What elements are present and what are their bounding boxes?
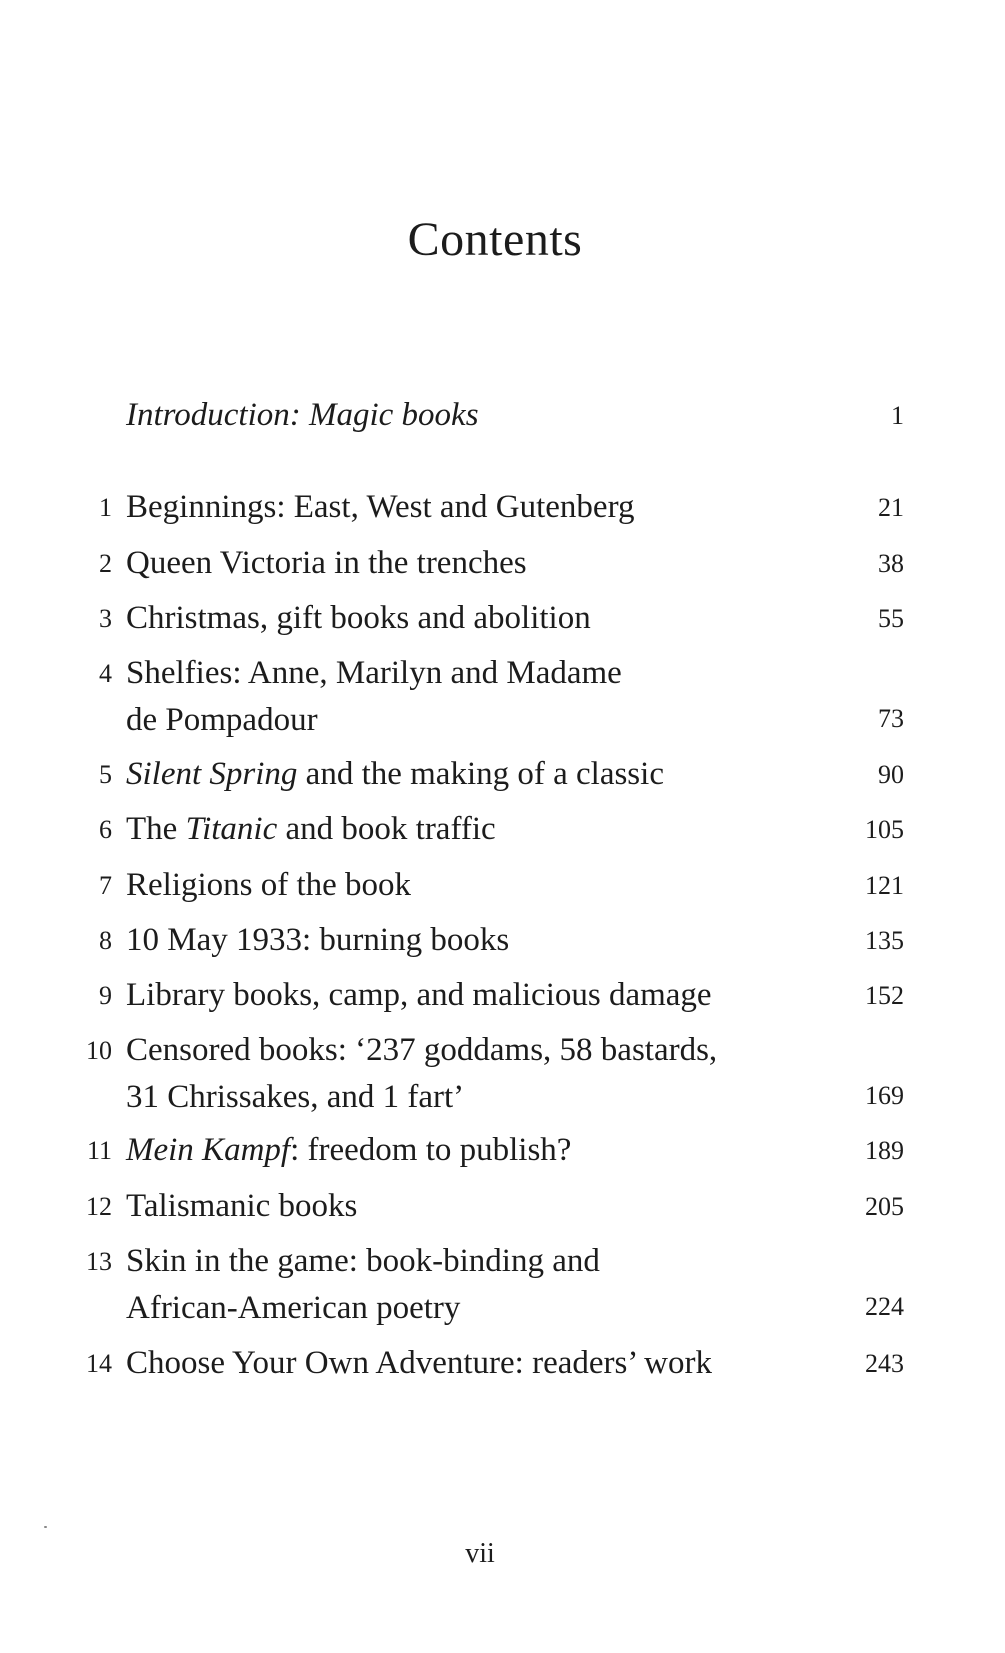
toc-entry-title-line [126, 1127, 816, 1174]
toc-entry-number: 5 [99, 760, 112, 789]
title-text: Queen Victoria in the trenches [126, 545, 527, 581]
toc-entry-title [126, 540, 816, 587]
toc-entry-title-line [126, 1340, 816, 1387]
title-text: 10 May 1933: burning books [126, 922, 510, 958]
title-text: and the making of a classic [297, 756, 664, 792]
toc-entry-page: 189 [865, 1136, 904, 1165]
toc-entry-title [126, 751, 816, 798]
toc-entry-number: 11 [86, 1136, 112, 1165]
toc-entry-page: 21 [878, 493, 904, 522]
toc-entry-title [126, 1183, 816, 1230]
toc-entry-title [126, 806, 816, 853]
title-text: Religions of the book [126, 867, 412, 903]
toc-entry-page: 121 [865, 871, 904, 900]
toc-entry-page: 224 [865, 1292, 904, 1321]
toc-entry-title-line [126, 1027, 816, 1074]
toc-entry-title-line [126, 1183, 816, 1230]
toc-entry-number: 7 [99, 871, 112, 900]
toc-entry-title [126, 1238, 816, 1332]
toc-entry-number: 9 [99, 981, 112, 1010]
title-text: 31 Chrissakes, and 1 fart’ [126, 1079, 465, 1115]
toc-entry-number: 14 [86, 1349, 112, 1378]
toc-entry-page: 38 [878, 549, 904, 578]
toc-entry-page: 135 [865, 926, 904, 955]
title-text: Talismanic books [126, 1188, 358, 1224]
toc-entry-title [126, 595, 816, 642]
title-text: Shelfies: Anne, Marilyn and Madame [126, 655, 622, 691]
toc-entry-number: 1 [99, 493, 112, 522]
toc-entry-title-line [126, 484, 816, 531]
toc-entry-title [126, 1127, 816, 1174]
toc-entry-page: 1 [891, 401, 904, 430]
toc-entry-title [126, 1027, 816, 1121]
toc-entry-title-line [126, 595, 816, 642]
toc-entry-number: 12 [86, 1192, 112, 1221]
toc-entry-title-line [126, 697, 816, 744]
toc-entry-page: 73 [878, 704, 904, 733]
toc-entry-title [126, 484, 816, 531]
toc-entry-title [126, 862, 816, 909]
toc-entry-title-line [126, 917, 816, 964]
toc-entry-title-line [126, 972, 816, 1019]
toc-entry-number: 10 [86, 1036, 112, 1065]
toc-entry-page: 152 [865, 981, 904, 1010]
title-text: : freedom to publish? [290, 1132, 572, 1168]
toc-entry-title: Introduction: Magic books [126, 397, 479, 433]
toc-entry-number: 13 [86, 1247, 112, 1276]
toc-entry-number: 6 [99, 815, 112, 844]
title-text: Beginnings: East, West and Gutenberg [126, 489, 635, 525]
page-title: Contents [407, 213, 583, 266]
toc-entry-number: 4 [99, 659, 112, 688]
toc-entry-title-line [126, 1074, 816, 1121]
toc-entry-page: 169 [865, 1081, 904, 1110]
toc-entry-number: 2 [99, 549, 112, 578]
toc-entry-title-line [126, 1238, 816, 1285]
italic-title-text: Silent Spring [126, 756, 298, 792]
toc-entry-page: 55 [878, 604, 904, 633]
toc-entry-page: 205 [865, 1192, 904, 1221]
toc-entry-title [126, 650, 816, 744]
toc-entry-title-line [126, 862, 816, 909]
toc-entry-title-line [126, 540, 816, 587]
italic-title-text: Mein Kampf [126, 1132, 291, 1168]
toc-entry-number: 3 [99, 604, 112, 633]
toc-entry-title-line [126, 751, 816, 798]
toc-entry-page: 105 [865, 815, 904, 844]
title-text: and book traffic [277, 811, 496, 847]
toc-entry-title [126, 917, 816, 964]
title-text: de Pompadour [126, 702, 318, 738]
toc-entry-title-line [126, 806, 816, 853]
toc-entry-page: 243 [865, 1349, 904, 1378]
title-text: The [126, 811, 186, 847]
toc-entry-title [126, 1340, 816, 1387]
title-text: African-American poetry [126, 1290, 461, 1326]
toc-entry-title-line [126, 650, 816, 697]
print-speck [44, 1526, 47, 1528]
toc-entry-title [126, 972, 816, 1019]
title-text: Christmas, gift books and abolition [126, 600, 591, 636]
page-folio: vii [465, 1538, 495, 1569]
italic-title-text: Titanic [185, 811, 278, 847]
title-text: Skin in the game: book-binding and [126, 1243, 600, 1279]
toc-entry-title-line [126, 1285, 816, 1332]
toc-entry-number: 8 [99, 926, 112, 955]
toc-entry-page: 90 [878, 760, 904, 789]
title-text: Censored books: ‘237 goddams, 58 bastards, [126, 1032, 718, 1068]
title-text: Choose Your Own Adventure: readers’ work [126, 1345, 712, 1381]
title-text: Library books, camp, and malicious damage [126, 977, 712, 1013]
